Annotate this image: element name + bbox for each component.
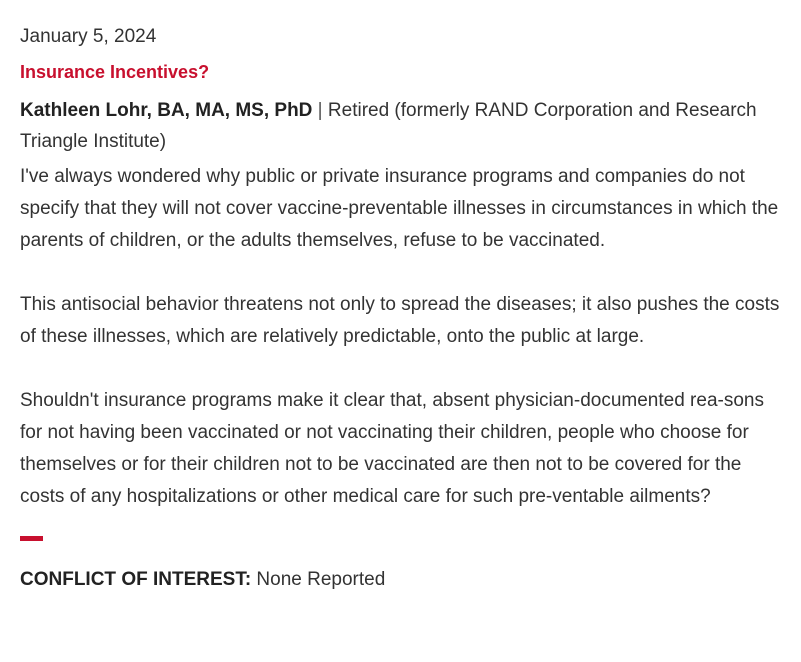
author-affiliation: Retired (formerly RAND Corporation and Research Triangle Institute)	[20, 100, 757, 152]
comment-byline	[20, 95, 787, 157]
conflict-of-interest	[20, 567, 787, 593]
author-name: Kathleen Lohr, BA, MA, MS, PhD	[20, 100, 313, 121]
conflict-value: None Reported	[251, 569, 386, 590]
comment-paragraph: Shouldn't insurance programs make it clear that, absent physician-documented rea-sons for not having been vaccinated or not vaccinating their children, people who choose for themselves or for their children not to be vaccinated are then not to be covered for the costs of any hospitalizations or other medical care for such pre-ventable ailments?	[20, 390, 764, 507]
byline-separator: |	[312, 100, 328, 121]
accent-divider	[20, 536, 43, 541]
comment-date: January 5, 2024	[20, 26, 157, 47]
conflict-label: CONFLICT OF INTEREST:	[20, 569, 252, 590]
comment-title: Insurance Incentives?	[20, 62, 210, 82]
comment-paragraph: I've always wondered why public or private insurance programs and companies do not specify that they will not cover vaccine-preventable illnesses in circumstances in which the parents of children, or the adults themselves, refuse to be vaccinated.	[20, 166, 779, 251]
comment-body	[20, 161, 787, 513]
comment-paragraph: This antisocial behavior threatens not only to spread the diseases; it also pushes the costs of these illnesses, which are relatively predictable, onto the public at large.	[20, 294, 780, 347]
